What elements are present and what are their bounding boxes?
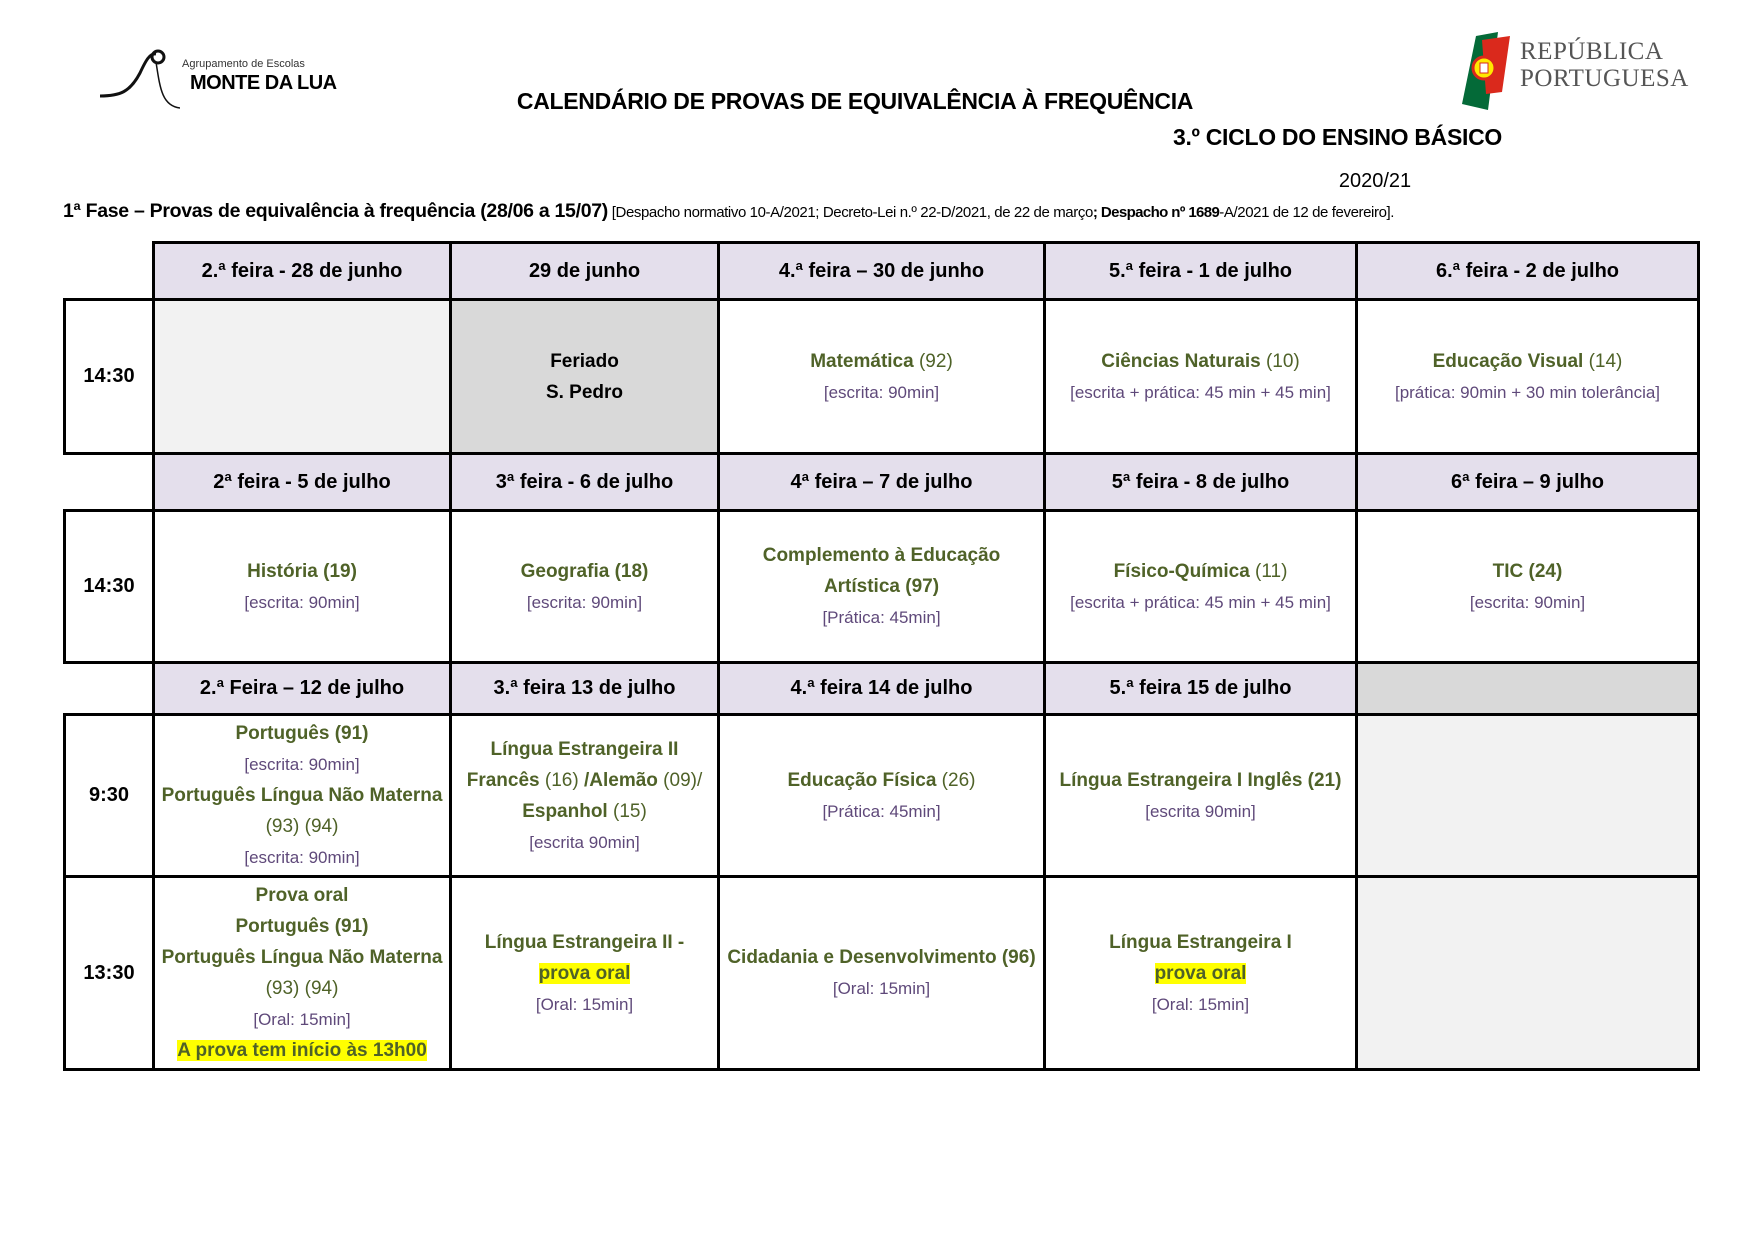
subject-name: História (19) [247,560,357,582]
legal-reference-bold: ; Despacho nº 1689 [1092,204,1220,221]
exam-line [1052,556,1349,587]
exam-duration: [escrita: 90min] [526,592,643,612]
exam-line [458,927,711,958]
exam-cell [719,715,1045,877]
exam-cell [451,511,719,663]
school-year: 2020/21 [1338,170,1412,192]
page-subtitle: 3.º CICLO DO ENSINO BÁSICO [1172,124,1502,150]
exam-code: (14) [1583,350,1623,372]
empty-corner [65,663,154,715]
exam-line [458,827,711,858]
day-header: 6.ª feira - 2 de julho [1357,243,1699,300]
exam-line [1052,765,1349,796]
day-header: 5ª feira - 8 de julho [1045,454,1357,511]
exam-line [161,842,443,873]
exam-line [161,749,443,780]
highlighted-note: prova oral [1154,962,1247,984]
subject-name: Prova oral [255,885,349,906]
exam-cell [1045,715,1357,877]
exam-cell [451,300,719,454]
exam-line [458,377,711,408]
day-header-row [65,454,1699,511]
subject-name: Língua Estrangeira I Inglês (21) [1059,769,1342,791]
subject-name: Matemática [810,350,914,372]
exam-line [1364,587,1691,618]
day-header: 4.ª feira 14 de julho [719,663,1045,715]
exam-code: (10) [1260,350,1300,372]
exam-code: (93) (94) [265,816,339,837]
exam-code: (16) [539,769,584,791]
school-logo-line2: MONTE DA LUA [190,72,337,94]
exam-line [1364,556,1691,587]
exam-duration: [Oral: 15min] [253,1010,351,1029]
legal-reference-end: -A/2021 de 12 de fevereiro]. [1219,204,1395,221]
exam-line [458,989,711,1020]
subject-name: Português Língua Não Materna [161,785,443,806]
exam-line [1364,377,1691,408]
exam-line [726,602,1037,633]
exam-duration: [Oral: 15min] [1151,994,1250,1014]
exam-line [458,346,711,377]
government-logo-line2: PORTUGUESA [1520,65,1689,92]
holiday-label: S. Pedro [545,381,624,403]
day-header: 2.ª feira - 28 de junho [154,243,451,300]
exam-cell [1045,300,1357,454]
page-title: CALENDÁRIO DE PROVAS DE EQUIVALÊNCIA À FREQUÊNCIA [516,88,1194,114]
exam-duration: [escrita + prática: 45 min + 45 min] [1070,382,1331,402]
exam-line [161,556,443,587]
day-header [1357,663,1699,715]
holiday-label: Feriado [550,350,619,372]
exam-cell [1045,511,1357,663]
subject-name: Português (91) [235,916,369,937]
exam-duration: [escrita: 90min] [823,382,940,402]
day-header: 5.ª feira - 1 de julho [1045,243,1357,300]
exam-line [161,780,443,842]
time-label: 14:30 [65,300,154,454]
day-header: 3.ª feira 13 de julho [451,663,719,715]
exam-line [726,377,1037,408]
exam-line [161,942,443,1004]
exam-line [161,1035,443,1066]
time-slot-row [65,300,1699,454]
exam-line [1052,796,1349,827]
exam-line [161,1004,443,1035]
subject-name: TIC (24) [1492,560,1563,582]
exam-cell [719,877,1045,1070]
subject-name: Ciências Naturais [1101,350,1261,372]
time-label: 13:30 [65,877,154,1070]
exam-code: (11) [1249,560,1288,582]
exam-line [726,346,1037,377]
exam-line [1052,958,1349,989]
exam-line [161,880,443,911]
subject-name: Espanhol [522,800,608,822]
exam-duration: [escrita: 90min] [1469,592,1586,612]
exam-duration: [escrita: 90min] [244,848,360,867]
government-logo-line1: REPÚBLICA [1520,38,1664,65]
exam-line [161,718,443,749]
time-slot-row [65,877,1699,1070]
exam-code: (92) [913,350,953,372]
day-header: 4ª feira – 7 de julho [719,454,1045,511]
time-label: 9:30 [65,715,154,877]
exam-duration: [escrita + prática: 45 min + 45 min] [1070,592,1331,612]
exam-line [1364,346,1691,377]
empty-corner [65,454,154,511]
phase-description [63,200,1394,223]
exam-line [726,765,1037,796]
subject-name: Português Língua Não Materna [161,947,443,968]
exam-line [726,973,1037,1004]
subject-name: Educação Física [787,769,937,791]
day-header: 2ª feira - 5 de julho [154,454,451,511]
time-slot-row [65,511,1699,663]
subject-name: Português (91) [235,723,369,744]
exam-duration: [prática: 90min + 30 min tolerância] [1394,382,1661,402]
exam-line [1052,346,1349,377]
exam-cell [451,715,719,877]
exam-cell [719,300,1045,454]
exam-duration: [escrita 90min] [529,832,640,852]
highlighted-note: A prova tem início às 13h00 [177,1040,427,1061]
subject-name: Língua Estrangeira II - [484,931,685,953]
subject-name: /Alemão [583,769,658,791]
empty-cell [154,300,451,454]
exam-line [726,540,1037,602]
exam-line [458,734,711,827]
subject-name: Cidadania e Desenvolvimento (96) [727,947,1036,968]
exam-line [458,958,711,989]
exam-line [161,911,443,942]
empty-cell [1357,877,1699,1070]
exam-cell [1045,877,1357,1070]
exam-code: (15) [607,800,647,822]
exam-cell [451,877,719,1070]
day-header: 5.ª feira 15 de julho [1045,663,1357,715]
exam-duration: [Oral: 15min] [832,979,931,998]
exam-code: (93) (94) [265,978,339,999]
exam-cell [154,511,451,663]
day-header: 29 de junho [451,243,719,300]
time-label: 14:30 [65,511,154,663]
day-header-row [65,243,1699,300]
subject-name: Língua Estrangeira I [1109,931,1292,953]
exam-duration: [Prática: 45min] [822,608,941,627]
exam-line [161,587,443,618]
day-header-row [65,663,1699,715]
phase-title: 1ª Fase – Provas de equivalência à frequência (28/06 a 15/07) [63,200,608,222]
subject-name: Físico-Química [1113,560,1250,582]
subject-name: Língua Estrangeira II Francês [466,738,679,791]
exam-duration: [Prática: 45min] [822,801,941,821]
exam-duration: [escrita 90min] [1145,801,1256,821]
time-slot-row [65,715,1699,877]
exam-cell [1357,511,1699,663]
exam-line [1052,927,1349,958]
exam-line [1052,377,1349,408]
exam-line [1052,989,1349,1020]
subject-name: Educação Visual [1432,350,1584,372]
exam-line [726,796,1037,827]
exam-code: (26) [936,769,976,791]
legal-reference: [Despacho normativo 10-A/2021; Decreto-Lei n.º 22-D/2021, de 22 de março [607,204,1093,221]
exam-duration: [escrita: 90min] [244,755,360,774]
exam-schedule-table [63,241,1700,1071]
highlighted-note: prova oral [538,962,631,984]
empty-corner [65,243,154,300]
exam-duration: [Oral: 15min] [535,994,634,1014]
exam-line [458,556,711,587]
day-header: 3ª feira - 6 de julho [451,454,719,511]
exam-cell [719,511,1045,663]
exam-duration: [escrita: 90min] [244,592,360,612]
exam-cell [154,715,451,877]
exam-line [1052,587,1349,618]
subject-name: Complemento à Educação Artística (97) [762,545,1001,597]
exam-line [458,587,711,618]
exam-code: (09)/ [657,769,703,791]
subject-name: Geografia (18) [520,560,649,582]
school-logo-line1: Agrupamento de Escolas [182,58,305,70]
exam-cell [154,877,451,1070]
empty-cell [1357,715,1699,877]
day-header: 6ª feira – 9 julho [1357,454,1699,511]
exam-line [726,942,1037,973]
day-header: 2.ª Feira – 12 de julho [154,663,451,715]
exam-cell [1357,300,1699,454]
day-header: 4.ª feira – 30 de junho [719,243,1045,300]
